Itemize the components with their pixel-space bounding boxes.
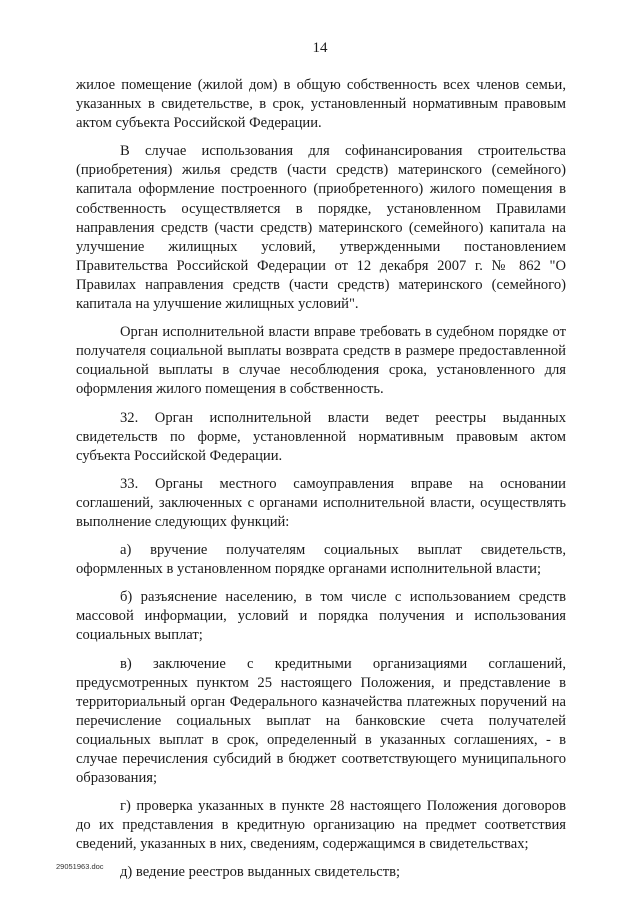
paragraph-continuation: жилое помещение (жилой дом) в общую собственность всех членов семьи, указанных в свидетельстве, в срок, установленный нормативным правовым актом субъекта Российской Федерации. <box>76 77 566 132</box>
paragraph-item-33: 33. Органы местного самоуправления вправе на основании соглашений, заключенных с органами исполнительной власти, осуществлять выполнение следующих функций: <box>76 475 566 530</box>
paragraph-subitem-v: в) заключение с кредитными организациями соглашений, предусмотренных пунктом 25 настоящего Положения, и представление в территориальный орган Федерального казначейства платежных поручений на перечисление социальных выплат на банковские счета получателей социальных выплат в срок, определенный в указанных соглашениях, - в случае перечисления субсидий в бюджет соответствующего муниципального образования; <box>76 655 566 787</box>
paragraph-subitem-g: г) проверка указанных в пункте 28 настоящего Положения договоров до их представления в кредитную организацию на предмет соответствия сведений, указанных в них, сведениям, содержащимся в свидетельствах; <box>76 798 566 853</box>
document-body <box>76 76 566 883</box>
paragraph-maternity-capital: В случае использования для софинансирования строительства (приобретения) жилья средств (части средств) материнского (семейного) капитала оформление построенного (приобретенного) жилого помещения в собственность осуществляется в порядке, установленном Правилами направления средств (части средств) материнского (семейного) капитала на улучшение жилищных условий, утвержденными постановлением Правительства Российской Федерации от 12 декабря 2007 г. № 862 "О Правилах направления средств (части средств) материнского (семейного) капитала на улучшение жилищных условий". <box>76 143 566 313</box>
paragraph-court-claim: Орган исполнительной власти вправе требовать в судебном порядке от получателя социальной выплаты возврата средств в размере предоставленной социальной выплаты в случае несоблюдения срока, установленного для оформления жилого помещения в собственность. <box>76 324 566 398</box>
paragraph-item-32: 32. Орган исполнительной власти ведет реестры выданных свидетельств по форме, установленной нормативным правовым актом субъекта Российской Федерации. <box>76 409 566 464</box>
footer-filename: 29051963.doc <box>56 862 104 871</box>
page-number: 14 <box>312 40 328 56</box>
paragraph-subitem-d: д) ведение реестров выданных свидетельств; <box>120 864 401 881</box>
paragraph-subitem-b: б) разъяснение населению, в том числе с использованием средств массовой информации, условий и порядка получения и использования социальных выплат; <box>76 589 566 644</box>
paragraph-subitem-a: а) вручение получателям социальных выплат свидетельств, оформленных в установленном порядке органами исполнительной власти; <box>76 542 566 578</box>
